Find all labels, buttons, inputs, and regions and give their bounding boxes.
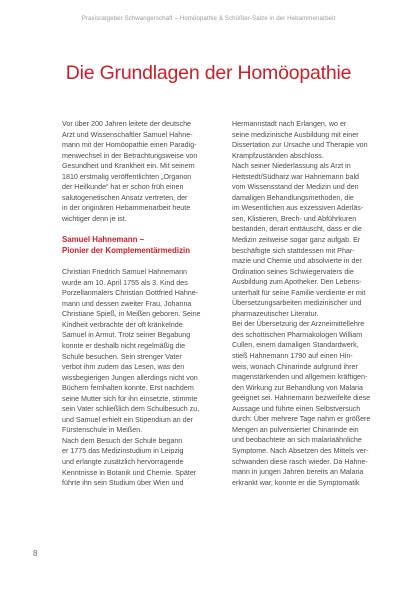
text-line: geeignet sei. Hahnemann bezweifelte diese — [232, 394, 371, 403]
text-line: Ausbildung zum Apotheker. Den Lebens- — [232, 278, 362, 287]
text-line: Schule besuchen. Sein strenger Vater — [62, 352, 182, 361]
text-line: beschäftigte sich stattdessen mit Phar- — [232, 246, 355, 255]
text-line: Fürstenschule in Meißen. — [62, 426, 143, 435]
text-line: Übersetzungsarbeiten medizinischer und — [232, 299, 362, 308]
right-column — [232, 119, 392, 488]
text-line: wichtiger denn je ist. — [62, 214, 127, 223]
text-line: damaligen Behandlungsmethoden, die — [232, 193, 354, 202]
page-number: 8 — [33, 549, 38, 558]
text-line: Symptome. Nach Absetzen des Mittels ver- — [232, 446, 369, 455]
text-line: Aussage und führte einen Selbstversuch — [232, 404, 361, 413]
text-line: den Wirkung zur Behandlung von Malaria — [232, 383, 363, 392]
text-line: führte ihn sein Studium über Wien und — [62, 479, 184, 488]
text-line: Mengen an pulverisierter Chinarinde ein — [232, 425, 359, 434]
text-line: Nach seiner Niederlassung als Arzt in — [232, 162, 351, 171]
left-column — [62, 119, 222, 489]
text-line: Medizin zeitweise sogar ganz aufgab. Er — [232, 236, 361, 245]
text-line: Arzt und Wissenschaftler Samuel Hahne- — [62, 130, 193, 139]
heading-line: Pionier der Komplementärmedizin — [62, 245, 191, 255]
text-line: er 1775 das Medizinstudium in Leipzig — [62, 447, 184, 456]
text-line: Dissertation zur Ursache und Therapie von — [232, 141, 368, 150]
text-line: und Samuel erhielt ein Stipendium an der — [62, 415, 193, 424]
text-line: Christian Friedrich Samuel Hahnemann — [62, 268, 188, 277]
text-line: vom Wissensstand der Medizin und den — [232, 183, 359, 192]
text-line: schwanden diese rasch wieder. Da Hahne- — [232, 457, 368, 466]
text-line: Bei der Übersetzung der Arzneimittellehre — [232, 320, 365, 329]
text-line: mazie und Chemie und absolvierte in der — [232, 257, 362, 266]
body-paragraph — [232, 119, 392, 488]
text-line: des schottischen Pharmakologen William — [232, 330, 363, 339]
text-line: seine Mutter sich für ihn einsetzte, stimmte — [62, 394, 198, 403]
text-line: weis, wonach Chinarinde aufgrund ihrer — [232, 362, 358, 371]
text-line: salutogenetischen Ansatz vertreten, der — [62, 193, 188, 202]
page-title: Die Grundlagen der Homöopathie — [65, 62, 352, 84]
text-line: verbot ihm zudem das Lesen, was den — [62, 363, 185, 372]
section-heading — [62, 235, 222, 257]
text-line: menwechsel in der Betrachtungsweise von — [62, 151, 198, 160]
text-line: Krampfzuständen abschloss. — [232, 151, 324, 160]
text-line: wurde am 10. April 1755 als 3. Kind des — [62, 278, 188, 287]
text-line: mann mit der Homöopathie einen Paradig- — [62, 141, 197, 150]
text-line: Kindheit verbrachte der oft kränkelnde — [62, 320, 183, 329]
text-line: mann in jungen Jahren bereits an Malaria — [232, 468, 364, 477]
text-line: magenstärkenden und allgemein kräftigen- — [232, 373, 368, 382]
text-line: Ordination seines Schwiegervaters die — [232, 267, 354, 276]
text-line: Hettstedt/Südharz war Hahnemann bald — [232, 172, 360, 181]
text-line: im Wesentlichen aus exzessiven Aderläs- — [232, 204, 364, 213]
text-line: durch: Über mehrere Tage nahm er größere — [232, 415, 371, 424]
text-line: Büchern fernhalten konnte. Erst nachdem — [62, 384, 194, 393]
text-line: sein Vater schließlich dem Schulbesuch zu, — [62, 405, 200, 414]
text-line: stieß Hahnemann 1790 auf einen Hin- — [232, 352, 353, 361]
text-line: Gesundheit und Krankheit ein. Mit seinem — [62, 162, 195, 171]
text-line: Nach dem Besuch der Schule begann — [62, 436, 183, 445]
text-line: Samuel in Armut. Trotz seiner Begabung — [62, 331, 191, 340]
text-line: mann und dessen zweiter Frau, Johanna — [62, 299, 192, 308]
text-line: wissbegierigen Jungen allerdings nicht von — [62, 373, 198, 382]
text-line: 1810 erstmalig veröffentlichten „Organon — [62, 172, 192, 181]
text-line: sen, Klistieren, Brech- und Abführkuren — [232, 214, 357, 223]
text-line: pharmazeutischer Literatur. — [232, 309, 319, 318]
text-line: Cullen, einem damaligen Standardwerk, — [232, 341, 359, 350]
text-line: seine medizinische Ausbildung mit einer — [232, 130, 359, 139]
text-line: unterhalt für seine Familie verdiente er mit — [232, 288, 366, 297]
text-line: Porzellanmalers Christian Gottfried Hahne- — [62, 289, 199, 298]
intro-paragraph — [62, 119, 222, 224]
heading-line: Samuel Hahnemann – — [62, 235, 145, 245]
text-line: Christiane Spieß, in Meißen geboren. Seine — [62, 310, 201, 319]
text-line: und erlangte zusätzlich hervorragende — [62, 458, 184, 466]
text-line: konnte er deshalb nicht regelmäßig die — [62, 341, 186, 350]
text-line: bestanden, derart enttäuscht, dass er die — [232, 225, 362, 234]
text-line: in der originären Hebammenarbeit heute — [62, 204, 191, 213]
text-line: erkrankt war, konnte er die Symptomatik — [232, 478, 360, 487]
text-line: Vor über 200 Jahren leitete der deutsche — [62, 120, 192, 128]
body-paragraph — [62, 267, 222, 488]
text-line: der Heilkunde“ hat er schon früh einen — [62, 183, 184, 192]
text-line: Kenntnisse in Botanik und Chemie. Später — [62, 468, 197, 477]
text-line: Hermannstadt nach Erlangen, wo er — [232, 120, 347, 128]
running-header: Praxisratgeber Schwangerschaft – Homöopathie & Schüßler-Salze in der Hebammenarbeit — [81, 15, 336, 22]
text-line: und beobachtete an sich malariaähnliche — [232, 436, 362, 445]
